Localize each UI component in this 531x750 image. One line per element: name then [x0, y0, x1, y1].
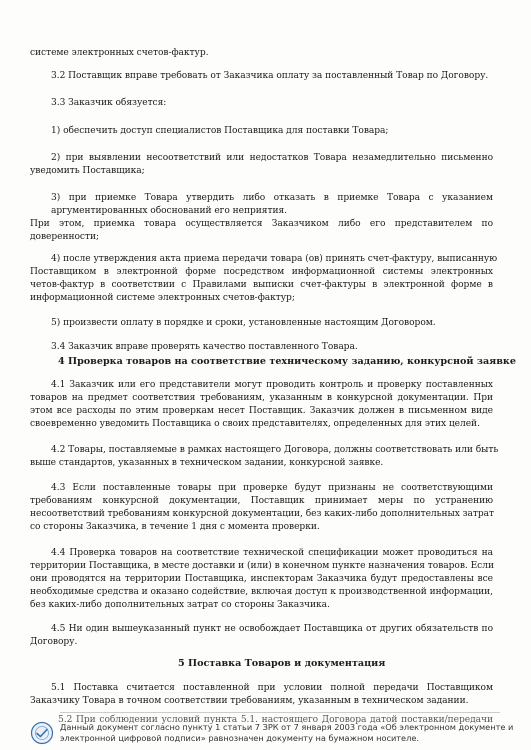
text-line: этом все расходы по этим проверкам несет Поставщик. Заказчик должен в письменном виде — [30, 406, 493, 416]
text-line: системе электронных счетов-фактур. — [30, 48, 209, 58]
text-line: 3.4 Заказчик вправе проверять качество поставленного Товара. — [51, 342, 358, 352]
text-line: выше стандартов, указанных в техническом задании, конкурсной заявке. — [30, 458, 384, 468]
text-line: четов-фактур в соответствии с Правилами выписки счет-фактуры в электронной форме в — [30, 280, 493, 290]
footer — [30, 718, 520, 748]
e-document-stamp-icon — [30, 721, 54, 745]
text-line: 4) после утверждения акта приема передачи товара (ов) принять счет-фактуру, выписанную — [51, 254, 498, 264]
text-line: 4.5 Ни один вышеуказанный пункт не освобождает Поставщика от других обязательств по — [51, 624, 493, 634]
text-line: аргументированных обоснований его неприятия. — [51, 206, 288, 216]
text-line: 5) произвести оплату в порядке и сроки, установленные настоящим Договором. — [51, 318, 436, 328]
text-line: 3) при приемке Товара утвердить либо отказать в приемке Товара с указанием — [51, 193, 493, 203]
text-line: Заказчику Товара в точном соответствии требованиям, указанным в техническом задании. — [30, 696, 469, 706]
text-line: своевременно уведомить Поставщика о своих представителях, определенных для этих целей. — [30, 419, 480, 429]
text-line: Поставщиком в электронной форме посредством информационной системы электронных — [30, 267, 493, 277]
text-line: Договору. — [30, 637, 78, 647]
text-line: товаров на предмет соответствия требованиям, указанным в конкурсной документации. При — [30, 393, 493, 403]
text-line: 4.1 Заказчик или его представители могут проводить контроль и проверку поставленных — [51, 380, 493, 390]
text-line: 4.3 Если поставленные товары при проверке будут признаны не соответствующими — [51, 483, 493, 493]
footer-text-line: Данный документ согласно пункту 1 статьи 7 ЗРК от 7 января 2003 года «Об электронном документе и — [60, 722, 514, 732]
text-line: со стороны Заказчика, в течение 1 дня с момента проверки. — [30, 522, 320, 532]
text-line: необходимые средства и оказано содействие, включая доступ к производственной информации, — [30, 587, 493, 597]
section-heading: 4 Проверка товаров на соответствие техническому заданию, конкурсной заявке — [58, 356, 516, 367]
text-line: без каких-либо дополнительных затрат со стороны Заказчика. — [30, 600, 330, 610]
text-line: уведомить Поставщика; — [30, 166, 145, 176]
section-heading: 5 Поставка Товаров и документация — [178, 658, 386, 669]
text-line: 3.2 Поставщик вправе требовать от Заказчика оплату за поставленный Товар по Договору. — [51, 71, 489, 81]
text-line: они проводятся на территории Поставщика, инспекторам Заказчика будут предоставлены все — [30, 574, 493, 584]
text-line: 3.3 Заказчик обязуется: — [51, 98, 167, 108]
text-line: 4.4 Проверка товаров на соответствие технической спецификации может проводиться на — [51, 548, 493, 558]
text-line: 4.2 Товары, поставляемые в рамках настоящего Договора, должны соответствовать или быть — [51, 445, 499, 455]
text-line: 1) обеспечить доступ специалистов Поставщика для поставки Товара; — [51, 126, 389, 136]
footer-text-line: электронной цифровой подписи» равнозначен документу на бумажном носителе. — [60, 733, 419, 743]
text-line: 5.1 Поставка считается поставленной при условии полной передачи Поставщиком — [51, 683, 493, 693]
text-line: территории Поставщика, в месте доставки и (или) в конечном пункте назначения товаров. Если — [30, 561, 494, 571]
text-line: При этом, приемка товара осуществляется Заказчиком либо его представителем по — [30, 219, 493, 229]
scan-artifact-line — [60, 712, 500, 713]
text-line: информационной системе электронных счетов-фактур; — [30, 293, 295, 303]
text-line: несоответствий требованиям конкурсной документации, без каких-либо дополнительных затрат — [30, 509, 495, 519]
text-line: требованиям конкурсной документации, Поставщик принимает меры по устранению — [30, 496, 493, 506]
text-line: доверенности; — [30, 232, 99, 242]
text-line: 5.2 При соблюдении условий пункта 5.1. настоящего Договора датой поставки/передачи — [58, 715, 493, 725]
text-line: 2) при выявлении несоответствий или недостатков Товара незамедлительно письменно — [51, 153, 493, 163]
